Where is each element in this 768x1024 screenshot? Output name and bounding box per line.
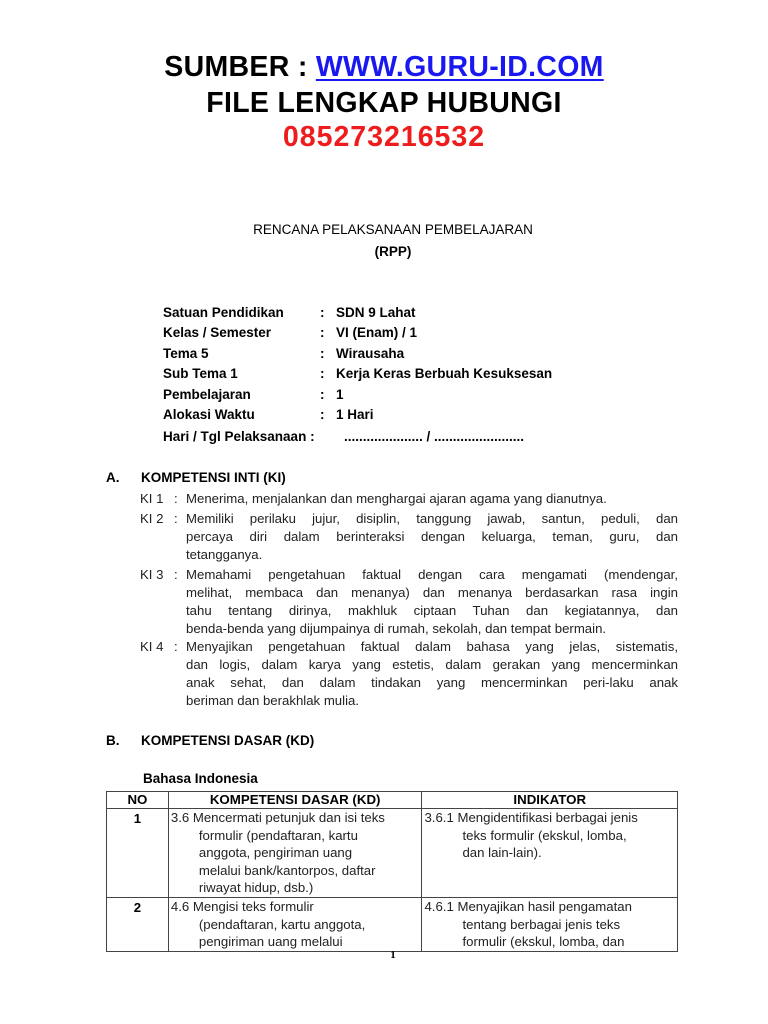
ki-colon: : — [174, 491, 178, 506]
indikator-line: 4.6.1 Menyajikan hasil pengamatan — [424, 898, 632, 914]
ki-line: percaya diri dalam berinteraksi dengan keluarga, teman, guru, dan — [186, 529, 678, 545]
identity-value: ..................... / ........................ — [344, 429, 525, 444]
ki-line: dan logis, dalam karya yang estetis, dalam gerakan yang mencerminkan — [186, 657, 678, 673]
identity-label: Kelas / Semester — [163, 325, 272, 340]
kd-line: 4.6 Mengisi teks formulir — [170, 898, 314, 914]
kd-cell — [168, 809, 422, 898]
subject-heading: Bahasa Indonesia — [143, 771, 258, 786]
ki-code: KI 2 — [140, 511, 164, 526]
section-b-title: KOMPETENSI DASAR (KD) — [141, 733, 315, 748]
kd-line: riwayat hidup, dsb.) — [198, 880, 314, 896]
identity-label: Hari / Tgl Pelaksanaan : — [163, 429, 315, 444]
identity-label: Tema 5 — [163, 346, 209, 361]
ki-text — [186, 638, 678, 710]
indikator-cell — [422, 809, 678, 898]
kd-line: (pendaftaran, kartu anggota, — [198, 916, 366, 932]
identity-value: 1 Hari — [336, 407, 374, 422]
ki-text — [186, 510, 678, 564]
table-row — [107, 897, 678, 951]
ki-line: Menyajikan pengetahuan faktual dalam bahasa yang jelas, sistematis, — [186, 639, 678, 654]
table-row — [107, 809, 678, 898]
section-a-letter: A. — [106, 470, 120, 485]
kd-line: melalui bank/kantorpos, daftar — [198, 862, 376, 878]
identity-label: Satuan Pendidikan — [163, 305, 284, 320]
ki-code: KI 1 — [140, 491, 164, 506]
indikator-line: dan lain-lain). — [462, 845, 542, 861]
contact-header: FILE LENGKAP HUBUNGI — [206, 87, 562, 119]
identity-value: Kerja Keras Berbuah Kesuksesan — [336, 366, 553, 381]
ki-colon: : — [174, 639, 178, 654]
source-prefix: SUMBER : — [164, 51, 316, 83]
indikator-line: formulir (ekskul, lomba, dan — [462, 934, 625, 950]
source-link[interactable]: WWW.GURU-ID.COM — [315, 51, 604, 83]
kd-line: formulir (pendaftaran, kartu — [198, 827, 358, 843]
document-title: RENCANA PELAKSANAAN PEMBELAJARAN — [253, 222, 533, 237]
indikator-line: tentang berbagai jenis teks — [462, 916, 621, 932]
ki-line: tetangganya. — [186, 547, 263, 563]
ki-code: KI 3 — [140, 567, 164, 582]
ki-line: Memiliki perilaku jujur, disiplin, tanggung jawab, santun, peduli, dan — [186, 511, 678, 526]
document-subtitle: (RPP) — [374, 244, 412, 259]
identity-label: Alokasi Waktu — [163, 407, 255, 422]
kd-table — [106, 791, 678, 952]
identity-colon: : — [320, 325, 325, 340]
ki-line: benda-benda yang dijumpainya di rumah, sekolah, dan tempat bermain. — [186, 621, 607, 637]
ki-colon: : — [174, 567, 178, 582]
ki-line: Memahami pengetahuan faktual dengan cara mengamati (mendengar, — [186, 567, 678, 582]
col-header-indikator: INDIKATOR — [422, 792, 678, 809]
kd-cell — [168, 897, 422, 951]
ki-text — [186, 566, 678, 638]
identity-colon: : — [320, 407, 325, 422]
identity-colon: : — [320, 387, 325, 402]
ki-line: Menerima, menjalankan dan menghargai ajaran agama yang dianutnya. — [186, 491, 607, 506]
section-a-title: KOMPETENSI INTI (KI) — [141, 470, 286, 485]
identity-value: Wirausaha — [336, 346, 405, 361]
indikator-cell — [422, 897, 678, 951]
indikator-line: 3.6.1 Mengidentifikasi berbagai jenis — [424, 810, 638, 825]
kd-line: anggota, pengiriman uang — [198, 845, 353, 861]
identity-value: SDN 9 Lahat — [336, 305, 416, 320]
ki-line: tahu tentang dirinya, makhluk ciptaan Tuhan dan kegiatannya, dan — [186, 603, 678, 619]
source-header — [0, 50, 768, 84]
identity-label: Sub Tema 1 — [163, 366, 238, 381]
contact-phone: 085273216532 — [282, 121, 486, 153]
table-header-row — [107, 792, 678, 809]
indikator-line: teks formulir (ekskul, lomba, — [462, 827, 627, 843]
row-number: 2 — [107, 897, 169, 951]
col-header-kd: KOMPETENSI DASAR (KD) — [168, 792, 422, 809]
identity-colon: : — [320, 366, 325, 381]
identity-colon: : — [320, 305, 325, 320]
ki-text — [186, 490, 678, 508]
identity-value: 1 — [336, 387, 344, 402]
ki-line: beriman dan berakhlak mulia. — [186, 693, 359, 709]
identity-label: Pembelajaran — [163, 387, 251, 402]
row-number: 1 — [107, 809, 169, 898]
section-b-letter: B. — [106, 733, 120, 748]
ki-code: KI 4 — [140, 639, 164, 654]
kd-line: 3.6 Mencermati petunjuk dan isi teks — [170, 810, 385, 825]
page-number: 1 — [390, 949, 396, 961]
col-header-no: NO — [107, 792, 169, 809]
kd-line: pengiriman uang melalui — [198, 934, 343, 950]
ki-line: anak sehat, dan dalam tindakan yang mencerminkan peri-laku anak — [186, 675, 678, 691]
identity-value: VI (Enam) / 1 — [336, 325, 418, 340]
ki-colon: : — [174, 511, 178, 526]
identity-colon: : — [320, 346, 325, 361]
ki-line: melihat, membaca dan menanya) dan menanya berdasarkan rasa ingin — [186, 585, 678, 601]
